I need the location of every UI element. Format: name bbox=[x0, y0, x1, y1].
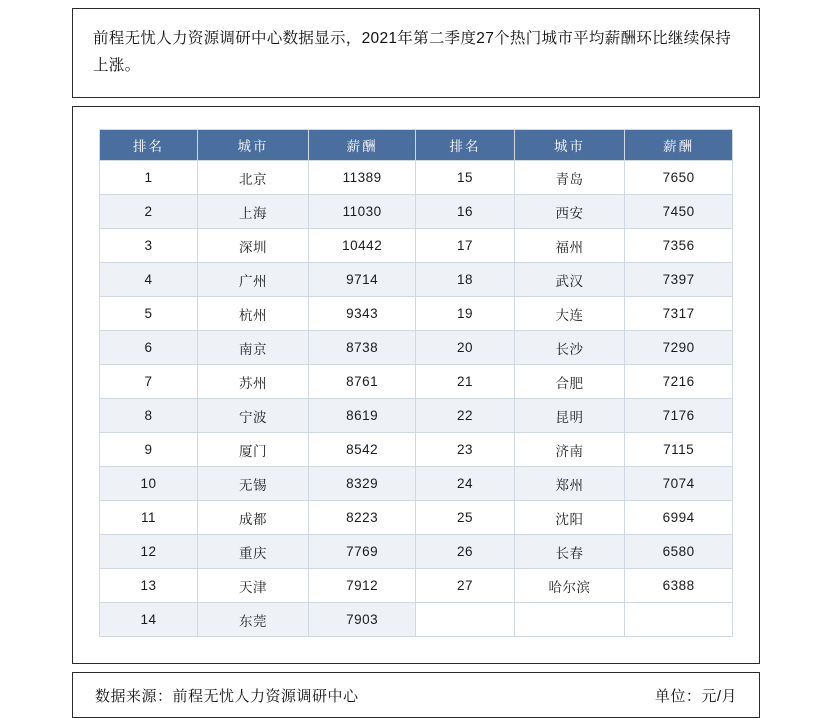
table-body bbox=[100, 161, 733, 637]
cell-pay-left: 8329 bbox=[308, 467, 416, 501]
cell-city-right: 郑州 bbox=[514, 467, 625, 501]
cell-rank-right: 19 bbox=[416, 297, 514, 331]
cell-rank-right: 25 bbox=[416, 501, 514, 535]
table-row bbox=[100, 161, 733, 195]
cell-pay-left: 7903 bbox=[308, 603, 416, 637]
cell-pay-right: 7290 bbox=[625, 331, 733, 365]
cell-rank-right: 23 bbox=[416, 433, 514, 467]
cell-pay-left: 8542 bbox=[308, 433, 416, 467]
table-row bbox=[100, 569, 733, 603]
cell-city-left: 南京 bbox=[198, 331, 309, 365]
cell-rank-right: 22 bbox=[416, 399, 514, 433]
table-header-row bbox=[100, 130, 733, 161]
cell-city-right: 长沙 bbox=[514, 331, 625, 365]
cell-rank-right: 20 bbox=[416, 331, 514, 365]
table-row bbox=[100, 399, 733, 433]
table-row bbox=[100, 331, 733, 365]
cell-city-left: 东莞 bbox=[198, 603, 309, 637]
cell-pay-left: 8223 bbox=[308, 501, 416, 535]
cell-rank-right: 24 bbox=[416, 467, 514, 501]
cell-city-right: 沈阳 bbox=[514, 501, 625, 535]
cell-rank-left: 14 bbox=[100, 603, 198, 637]
cell-rank-left: 3 bbox=[100, 229, 198, 263]
cell-rank-left: 9 bbox=[100, 433, 198, 467]
cell-city-left: 广州 bbox=[198, 263, 309, 297]
cell-city-right bbox=[514, 603, 625, 637]
table-row bbox=[100, 365, 733, 399]
cell-pay-right: 6388 bbox=[625, 569, 733, 603]
table-row bbox=[100, 297, 733, 331]
cell-rank-left: 2 bbox=[100, 195, 198, 229]
cell-city-left: 苏州 bbox=[198, 365, 309, 399]
table-row bbox=[100, 433, 733, 467]
unit-note: 单位：元/月 bbox=[654, 687, 737, 705]
cell-rank-right: 18 bbox=[416, 263, 514, 297]
salary-table bbox=[99, 129, 733, 637]
cell-pay-right: 7356 bbox=[625, 229, 733, 263]
cell-pay-left: 7769 bbox=[308, 535, 416, 569]
cell-city-left: 杭州 bbox=[198, 297, 309, 331]
cell-pay-left: 8738 bbox=[308, 331, 416, 365]
cell-rank-left: 8 bbox=[100, 399, 198, 433]
cell-pay-left: 9714 bbox=[308, 263, 416, 297]
cell-city-right: 济南 bbox=[514, 433, 625, 467]
cell-pay-right: 7074 bbox=[625, 467, 733, 501]
table-row bbox=[100, 603, 733, 637]
table-row bbox=[100, 195, 733, 229]
cell-pay-right: 7317 bbox=[625, 297, 733, 331]
cell-city-left: 上海 bbox=[198, 195, 309, 229]
cell-city-right: 大连 bbox=[514, 297, 625, 331]
cell-rank-left: 10 bbox=[100, 467, 198, 501]
cell-pay-left: 8619 bbox=[308, 399, 416, 433]
cell-pay-right: 7216 bbox=[625, 365, 733, 399]
cell-city-left: 宁波 bbox=[198, 399, 309, 433]
note-text: 前程无忧人力资源调研中心数据显示，2021年第二季度27个热门城市平均薪酬环比继续保持上涨。 bbox=[93, 30, 732, 75]
cell-city-right: 福州 bbox=[514, 229, 625, 263]
cell-pay-left: 7912 bbox=[308, 569, 416, 603]
column-header-rank-left: 排名 bbox=[100, 130, 198, 161]
table-row bbox=[100, 229, 733, 263]
cell-city-right: 青岛 bbox=[514, 161, 625, 195]
cell-city-left: 厦门 bbox=[198, 433, 309, 467]
cell-pay-right: 6994 bbox=[625, 501, 733, 535]
cell-pay-right bbox=[625, 603, 733, 637]
cell-rank-right: 15 bbox=[416, 161, 514, 195]
cell-city-right: 昆明 bbox=[514, 399, 625, 433]
salary-table-box bbox=[72, 106, 760, 664]
column-header-city-right: 城市 bbox=[514, 130, 625, 161]
cell-pay-left: 10442 bbox=[308, 229, 416, 263]
cell-city-right: 合肥 bbox=[514, 365, 625, 399]
cell-city-right: 西安 bbox=[514, 195, 625, 229]
cell-city-right: 武汉 bbox=[514, 263, 625, 297]
cell-rank-left: 4 bbox=[100, 263, 198, 297]
cell-pay-right: 7397 bbox=[625, 263, 733, 297]
cell-pay-left: 8761 bbox=[308, 365, 416, 399]
cell-rank-left: 1 bbox=[100, 161, 198, 195]
table-row bbox=[100, 467, 733, 501]
cell-pay-left: 9343 bbox=[308, 297, 416, 331]
cell-pay-right: 7115 bbox=[625, 433, 733, 467]
cell-pay-right: 7450 bbox=[625, 195, 733, 229]
cell-rank-right: 26 bbox=[416, 535, 514, 569]
column-header-pay-right: 薪酬 bbox=[625, 130, 733, 161]
column-header-rank-right: 排名 bbox=[416, 130, 514, 161]
table-row bbox=[100, 263, 733, 297]
column-header-city-left: 城市 bbox=[198, 130, 309, 161]
footer-box bbox=[72, 672, 760, 718]
cell-city-right: 哈尔滨 bbox=[514, 569, 625, 603]
cell-rank-left: 7 bbox=[100, 365, 198, 399]
cell-city-left: 北京 bbox=[198, 161, 309, 195]
cell-city-left: 无锡 bbox=[198, 467, 309, 501]
cell-city-right: 长春 bbox=[514, 535, 625, 569]
cell-city-left: 成都 bbox=[198, 501, 309, 535]
cell-pay-right: 7176 bbox=[625, 399, 733, 433]
note-box bbox=[72, 8, 760, 98]
cell-city-left: 深圳 bbox=[198, 229, 309, 263]
cell-rank-right bbox=[416, 603, 514, 637]
cell-rank-left: 5 bbox=[100, 297, 198, 331]
cell-rank-left: 12 bbox=[100, 535, 198, 569]
table-row bbox=[100, 535, 733, 569]
cell-pay-right: 6580 bbox=[625, 535, 733, 569]
cell-rank-left: 6 bbox=[100, 331, 198, 365]
cell-rank-right: 16 bbox=[416, 195, 514, 229]
cell-pay-left: 11030 bbox=[308, 195, 416, 229]
cell-rank-right: 27 bbox=[416, 569, 514, 603]
cell-rank-right: 17 bbox=[416, 229, 514, 263]
cell-rank-left: 13 bbox=[100, 569, 198, 603]
table-row bbox=[100, 501, 733, 535]
source-note: 数据来源：前程无忧人力资源调研中心 bbox=[95, 687, 359, 705]
column-header-pay-left: 薪酬 bbox=[308, 130, 416, 161]
cell-city-left: 重庆 bbox=[198, 535, 309, 569]
cell-pay-left: 11389 bbox=[308, 161, 416, 195]
document-page bbox=[72, 8, 760, 718]
cell-city-left: 天津 bbox=[198, 569, 309, 603]
cell-rank-right: 21 bbox=[416, 365, 514, 399]
cell-rank-left: 11 bbox=[100, 501, 198, 535]
cell-pay-right: 7650 bbox=[625, 161, 733, 195]
